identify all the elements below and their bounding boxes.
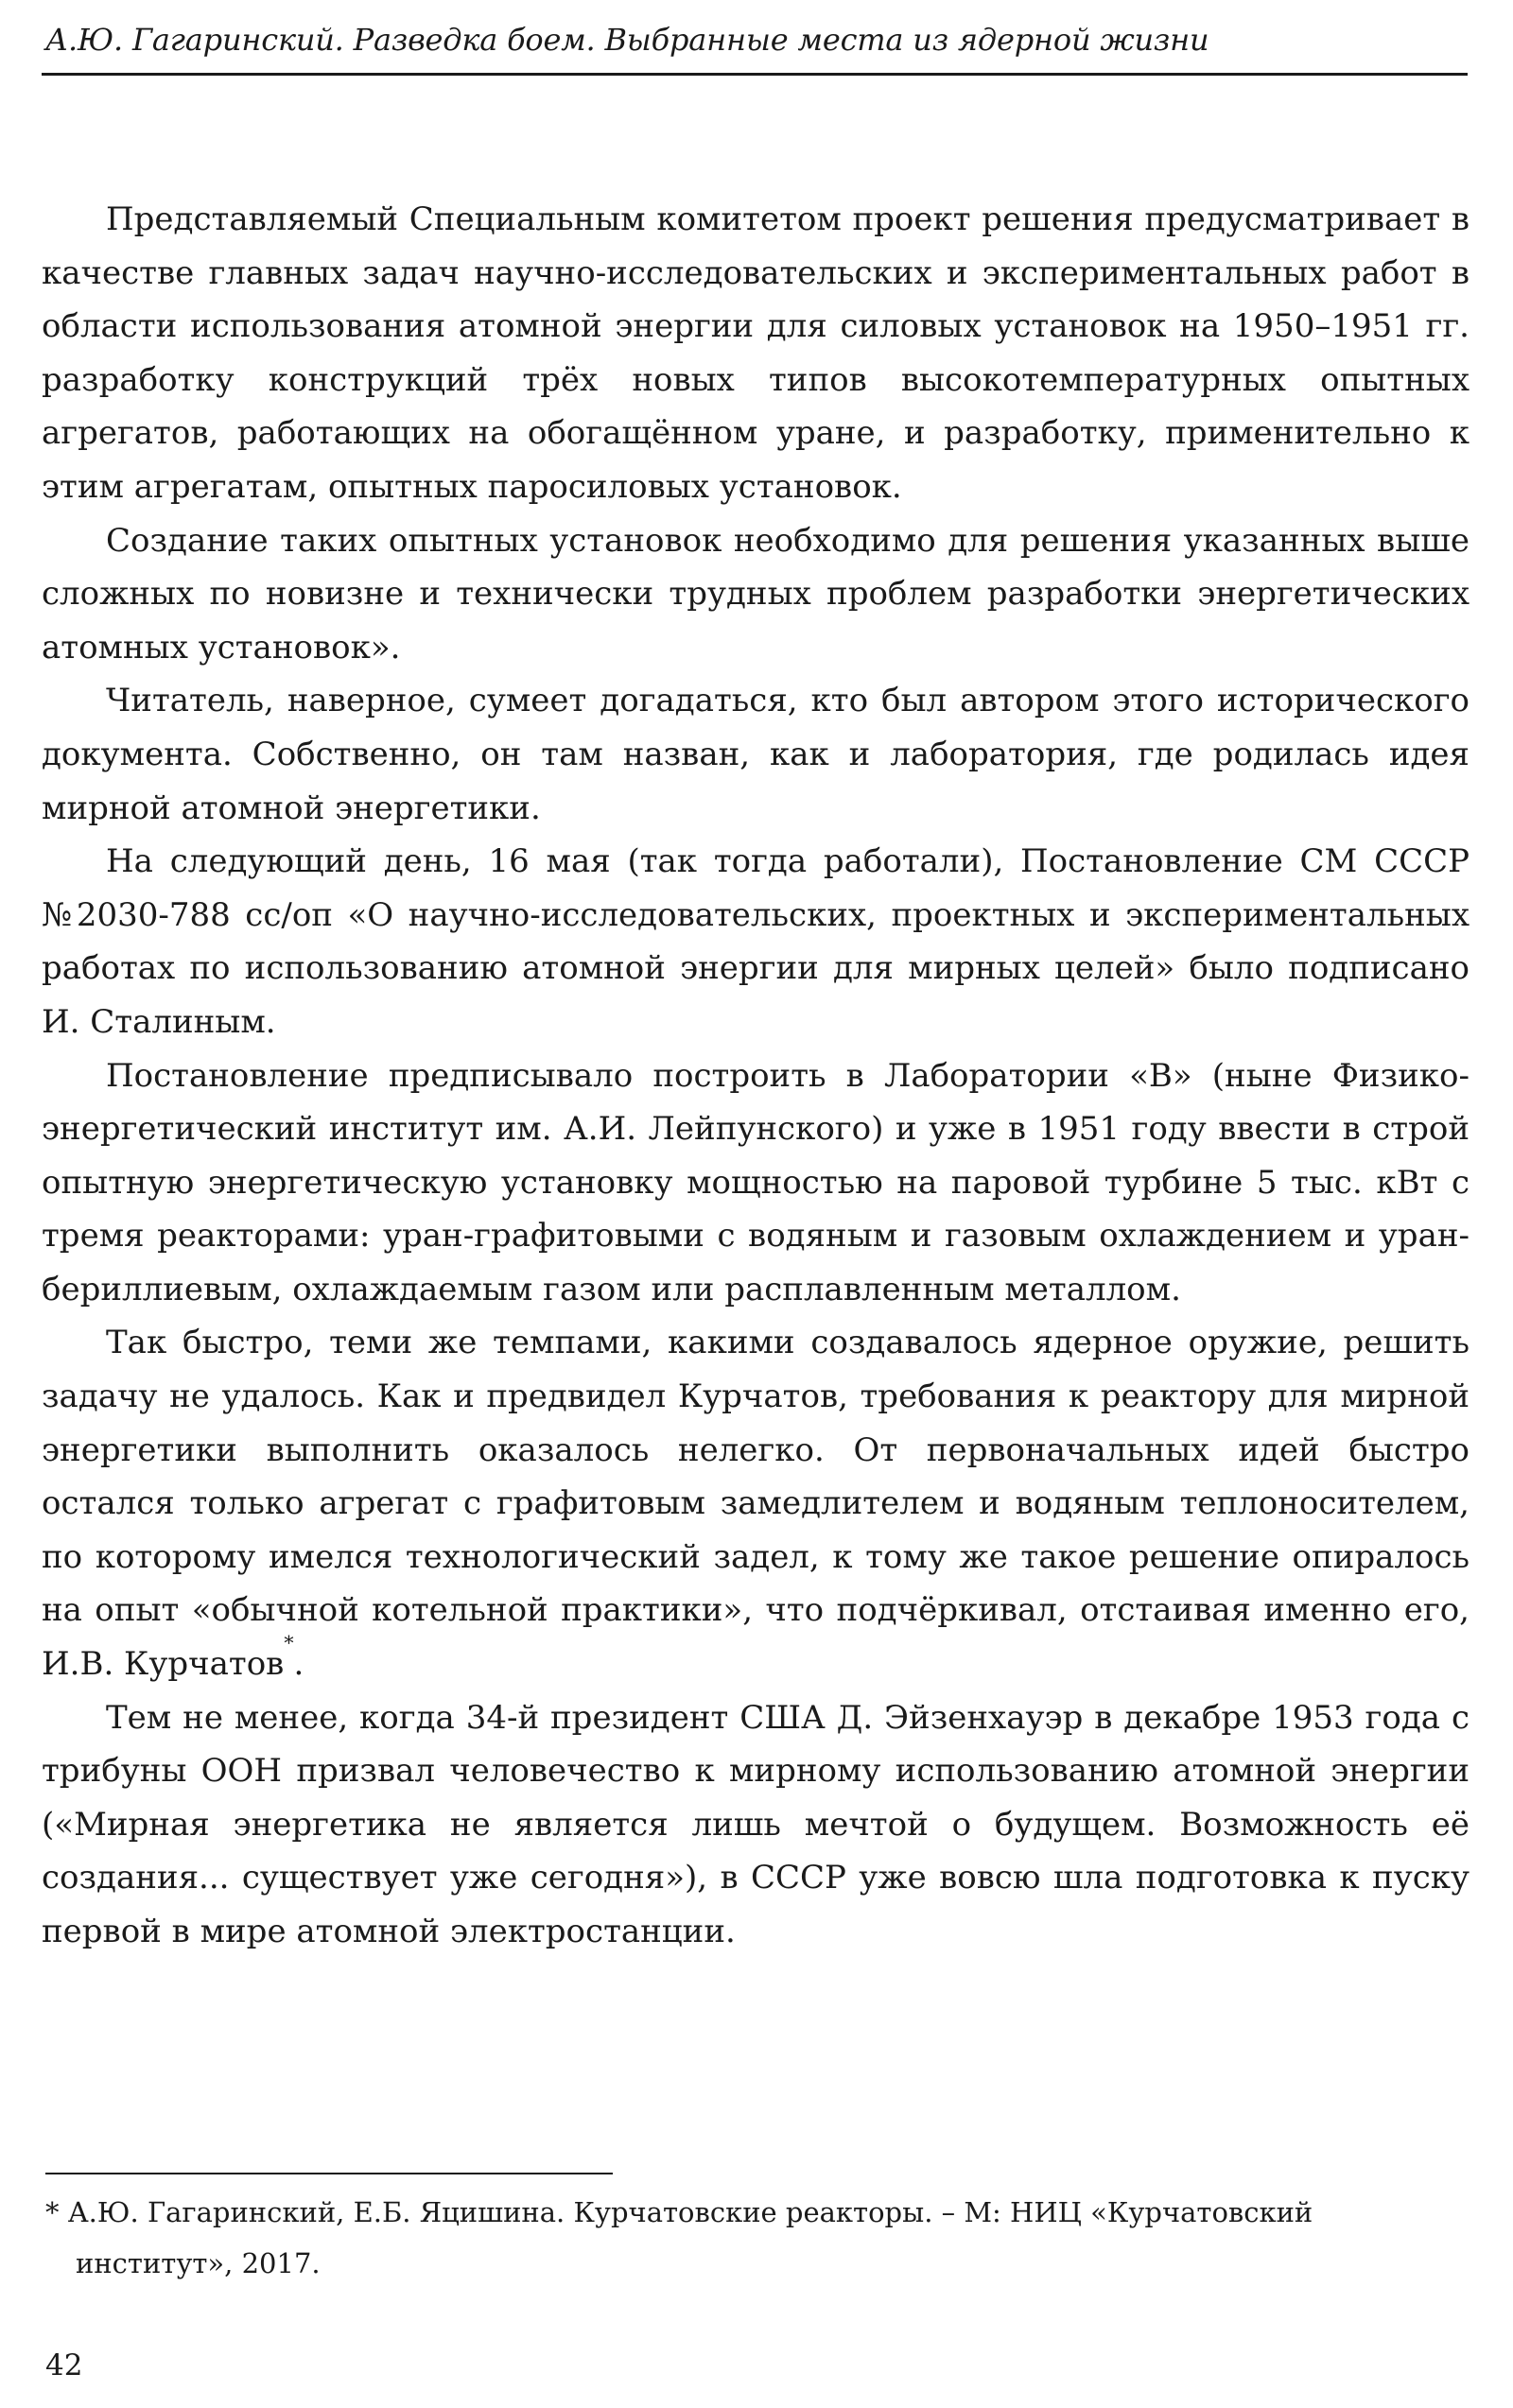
footnote-rule bbox=[45, 2173, 613, 2174]
paragraph-4: На следующий день, 16 мая (так тогда работали), Постановление СМ СССР №2030-788 сс/оп «О научно-исследовательских, проектных и экспериментальных работах по использованию атомной энергии для мирных целей» было подписано И. Сталиным. bbox=[42, 842, 1470, 1041]
paragraph-6-text: Так быстро, теми же темпами, какими создавалось ядерное оружие, решить задачу не удалось. Как и предвидел Курчатов, требования к реактору для мирной энергетики выполнить оказалось нелегко. От первоначальных идей быстро остался только агрегат с графитовым замедлителем и водяным теплоносителем, по которому имелся технологический задел, к тому же такое решение опиралось на опыт «обычной котельной практики», что подчёркивал, отстаивая именно его, И.В. Курчатов bbox=[42, 1324, 1470, 1684]
footnote-reference[interactable]: * bbox=[284, 1632, 294, 1655]
footnote bbox=[45, 2187, 1464, 2289]
footnote-line-1: А.Ю. Гагаринский, Е.Б. Яцишина. Курчатовские реакторы. – М: НИЦ «Курчатовский bbox=[67, 2196, 1313, 2228]
paragraph-7: Тем не менее, когда 34-й президент США Д. Эйзенхауэр в декабре 1953 года с трибуны ООН призвал человечество к мирному использованию атомной энергии («Мирная энергетика не является лишь мечтой о будущем. Возможность её создания... существует уже сегодня»), в СССР уже вовсю шла подготовка к пуску первой в мире атомной электростанции. bbox=[42, 1698, 1470, 1950]
paragraph-5: Постановление предписывало построить в Лаборатории «В» (ныне Физико-энергетический институт им. А.И. Лейпунского) и уже в 1951 году ввести в строй опытную энергетическую установку мощностью на паровой турбине 5 тыс. кВт с тремя реакторами: уран-графитовыми с водяным и газовым охлаждением и уран-бериллиевым, охлаждаемым газом или расплавленным металлом. bbox=[42, 1056, 1470, 1308]
paragraph-2: Создание таких опытных установок необходимо для решения указанных выше сложных по новизне и технически трудных проблем разработки энергетических атомных установок». bbox=[42, 521, 1470, 667]
running-head: А.Ю. Гагаринский. Разведка боем. Выбранные места из ядерной жизни bbox=[45, 22, 1209, 58]
page-number: 42 bbox=[45, 2348, 83, 2382]
footnote-marker: * bbox=[45, 2196, 60, 2228]
main-text bbox=[42, 193, 1470, 1959]
footnote-text bbox=[45, 2187, 1464, 2289]
paragraph-3: Читатель, наверное, сумеет догадаться, кто был автором этого исторического документа. Собственно, он там назван, как и лаборатория, где родилась идея мирной атомной энергетики. bbox=[42, 682, 1470, 827]
paragraph-6-end: . bbox=[293, 1645, 304, 1684]
paragraph-6 bbox=[42, 1316, 1470, 1690]
footnote-line-2: институт», 2017. bbox=[76, 2247, 321, 2279]
paragraph-1: Представляемый Специальным комитетом проект решения предусматривает в качестве главных задач научно-исследовательских и экспериментальных работ в области использования атомной энергии для силовых установок на 1950–1951 гг. разработку конструкций трёх новых типов высокотемпературных опытных агрегатов, работающих на обогащённом уране, и разработку, применительно к этим агрегатам, опытных паросиловых установок. bbox=[42, 200, 1470, 506]
header-rule bbox=[42, 73, 1468, 76]
